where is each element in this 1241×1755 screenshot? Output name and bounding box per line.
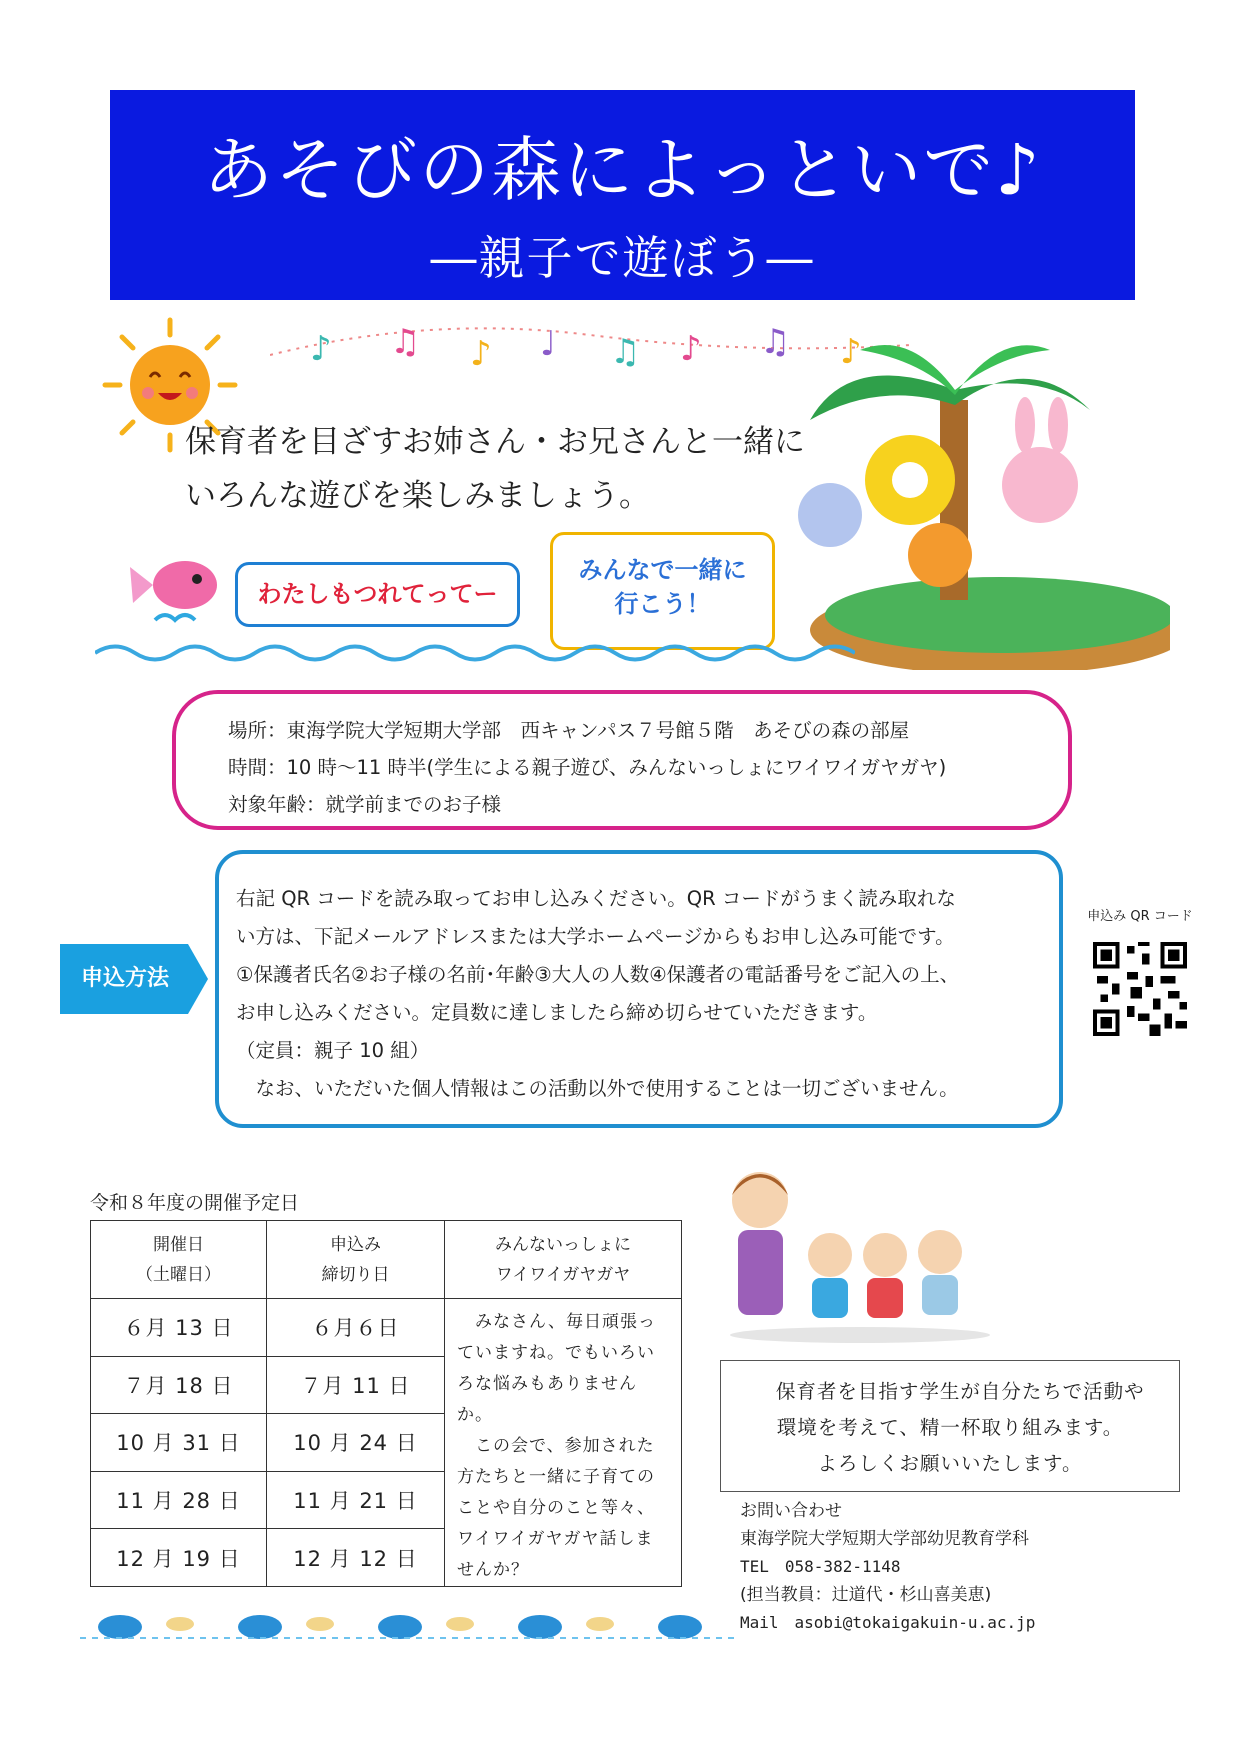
- description-line: ろな悩みもありません: [457, 1374, 637, 1394]
- fish-illustration-icon: [125, 545, 235, 630]
- description-cell: [445, 1299, 682, 1587]
- bubble-line: みんなで一緒に: [578, 556, 747, 584]
- deadline-date: ６月６日: [267, 1299, 445, 1357]
- contact-org: 東海学院大学短期大学部幼児教育学科: [740, 1529, 1029, 1549]
- info-target: 対象年齢：就学前までのお子様: [228, 793, 502, 816]
- svg-text:♪: ♪: [470, 334, 492, 374]
- apply-line: ①保護者氏名②お子様の名前･年齢③大人の人数④保護者の電話番号をご記入の上、: [236, 963, 960, 986]
- deadline-date: 12 月 12 日: [267, 1529, 445, 1587]
- event-date: 11 月 28 日: [91, 1471, 267, 1529]
- table-row: [91, 1299, 682, 1357]
- children-illustration-icon: [720, 1160, 1000, 1345]
- header-text: 締切り日: [321, 1264, 390, 1285]
- message-line: 環境を考えて、精一杯取り組みます。: [776, 1416, 1124, 1439]
- header-text: 申込み: [330, 1234, 381, 1255]
- header-text: （土曜日）: [136, 1264, 221, 1285]
- deadline-date: 11 月 21 日: [267, 1471, 445, 1529]
- intro-line: 保育者を目ざすお姉さん・お兄さんと一緒に: [185, 424, 805, 460]
- event-date: 12 月 19 日: [91, 1529, 267, 1587]
- apply-line: 右記 QR コードを読み取ってお申し込みください。QR コードがうまく読み取れな: [236, 887, 956, 910]
- description-line: みなさん、毎日頑張っ: [457, 1312, 657, 1332]
- page-title: あそびの森によっといで♪: [203, 129, 1042, 211]
- intro-text: [185, 415, 885, 523]
- description-line: ことや自分のこと等々、: [457, 1498, 655, 1518]
- event-date: ６月 13 日: [91, 1299, 267, 1357]
- deadline-date: 10 月 24 日: [267, 1414, 445, 1472]
- header-cell: [91, 1221, 267, 1299]
- bubble-line: 行こう！: [614, 590, 711, 618]
- apply-line: なお、いただいた個人情報はこの活動以外で使用することは一切ございません。: [236, 1077, 959, 1100]
- apply-line: い方は、下記メールアドレスまたは大学ホームページからもお申し込み可能です。: [236, 925, 955, 948]
- speech-bubble-right: [550, 532, 775, 650]
- svg-text:♫: ♫: [760, 322, 791, 362]
- table-header-row: [91, 1221, 682, 1299]
- intro-line: いろんな遊びを楽しみましょう。: [185, 478, 650, 514]
- contact-heading: お問い合わせ: [740, 1501, 842, 1521]
- qr-code-icon[interactable]: [1093, 942, 1187, 1036]
- description-line: ていますね。でもいろい: [457, 1343, 655, 1363]
- header-cell: [267, 1221, 445, 1299]
- page-subtitle: ―親子で遊ぼう―: [430, 231, 815, 285]
- apply-method-tag: [60, 944, 210, 1014]
- contact-mail[interactable]: Mail asobi@tokaigakuin-u.ac.jp: [740, 1613, 1036, 1632]
- event-date: 10 月 31 日: [91, 1414, 267, 1472]
- header-text: ワイワイガヤガヤ: [495, 1264, 631, 1285]
- event-date: ７月 18 日: [91, 1356, 267, 1414]
- contact-tel: TEL 058-382-1148: [740, 1557, 901, 1576]
- apply-line: お申し込みください。定員数に達しましたら締め切らせていただきます。: [236, 1001, 878, 1024]
- apply-line: （定員：親子 10 組）: [236, 1039, 430, 1062]
- info-place: 場所：東海学院大学短期大学部 西キャンパス７号館５階 あそびの森の部屋: [228, 719, 910, 742]
- wave-decoration-icon: [95, 640, 855, 666]
- header-cell: [445, 1221, 682, 1299]
- description-line: か。: [457, 1405, 493, 1425]
- event-info-box: [172, 690, 1072, 830]
- svg-text:♪: ♪: [840, 332, 862, 372]
- contact-info: [740, 1497, 1035, 1637]
- apply-method-label: 申込方法: [80, 966, 169, 991]
- schedule-title: 令和８年度の開催予定日: [90, 1192, 300, 1214]
- info-time: 時間：10 時～11 時半(学生による親子遊び、みんないっしょにワイワイガヤガヤ): [228, 756, 947, 779]
- schedule-table: [90, 1220, 682, 1587]
- svg-text:♪: ♪: [680, 329, 702, 369]
- speech-bubble-left: わたしもつれてってー: [235, 562, 520, 627]
- contact-staff: (担当教員：辻道代・杉山喜美恵): [740, 1585, 992, 1605]
- message-line: 保育者を目指す学生が自分たちで活動や: [755, 1380, 1145, 1403]
- svg-text:♪: ♪: [310, 329, 332, 369]
- description-line: ワイワイガヤガヤ話しま: [457, 1529, 654, 1549]
- description-line: 方たちと一緒に子育ての: [457, 1467, 655, 1487]
- whales-decoration-icon: [80, 1602, 740, 1642]
- description-line: せんか？: [457, 1560, 529, 1580]
- apply-method-box: [215, 850, 1063, 1128]
- deadline-date: ７月 11 日: [267, 1356, 445, 1414]
- header-text: 開催日: [153, 1234, 204, 1255]
- svg-text:♫: ♫: [390, 322, 421, 362]
- message-box: [720, 1360, 1180, 1492]
- title-banner: [110, 90, 1135, 300]
- description-line: この会で、参加された: [457, 1436, 655, 1456]
- message-line: よろしくお願いいたします。: [817, 1452, 1083, 1475]
- header-text: みんないっしょに: [495, 1234, 631, 1255]
- svg-text:♫: ♫: [610, 332, 641, 372]
- qr-code-label: 申込み QR コード: [1087, 909, 1193, 924]
- svg-text:♩: ♩: [540, 324, 557, 364]
